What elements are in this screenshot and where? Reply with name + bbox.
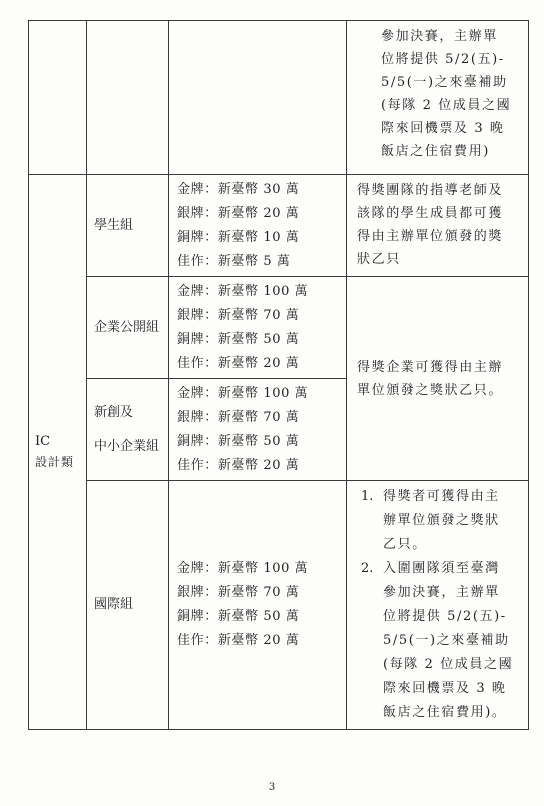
description-enterprise-startup — [347, 277, 529, 481]
description-line: 際來回機票及 3 晚 — [383, 681, 507, 696]
group-name-international — [87, 481, 169, 730]
category-name-line2: 設計類 — [35, 455, 75, 469]
table-row-continued — [29, 21, 529, 175]
description-line: 辦單位頒發之獎狀 — [383, 513, 500, 528]
prize-list-enterprise — [169, 277, 347, 379]
prize-bronze: 銅牌：新臺幣 50 萬 — [177, 331, 300, 347]
group-name-line: 企業公開組 — [94, 319, 160, 335]
note-number: 1. — [361, 489, 374, 504]
description-international — [347, 481, 529, 730]
group-name-line: 新創及 — [94, 404, 134, 420]
category-cell — [29, 175, 87, 730]
prize-silver: 銀牌：新臺幣 70 萬 — [177, 585, 300, 600]
prize-honorable: 佳作：新臺幣 20 萬 — [177, 633, 300, 648]
prize-gold: 金牌：新臺幣 100 萬 — [177, 283, 309, 299]
prize-gold: 金牌：新臺幣 100 萬 — [177, 385, 309, 401]
prize-list-student — [169, 175, 347, 277]
category-name-line1: IC — [35, 434, 51, 449]
description-line: 5/5(一)之來臺補助 — [381, 75, 508, 90]
table-row-international-group — [29, 481, 529, 730]
description-line: 得獎團隊的指導老師及 — [357, 183, 504, 198]
continued-description — [347, 21, 529, 175]
awards-table — [28, 20, 529, 730]
prize-honorable: 佳作：新臺幣 20 萬 — [177, 355, 300, 371]
description-student — [347, 175, 529, 277]
description-line: 參加決賽，主辦單 — [381, 29, 498, 44]
description-line: (每隊 2 位成員之國 — [381, 98, 512, 113]
group-name-line: 國際組 — [94, 597, 134, 612]
page-number: 3 — [268, 782, 276, 793]
description-line: 得獎者可獲得由主 — [383, 489, 500, 504]
prize-honorable: 佳作：新臺幣 20 萬 — [177, 457, 300, 473]
description-line: 入圍團隊須至臺灣 — [383, 561, 500, 576]
prize-bronze: 銅牌：新臺幣 10 萬 — [177, 229, 300, 245]
description-line: 5/5(一)之來臺補助 — [383, 633, 510, 648]
description-line: 位將提供 5/2(五)- — [383, 609, 507, 624]
prize-bronze: 銅牌：新臺幣 50 萬 — [177, 433, 300, 449]
description-line: 得獎企業可獲得由主辦 — [357, 359, 504, 375]
note-item — [357, 485, 520, 557]
prize-honorable: 佳作：新臺幣 5 萬 — [177, 253, 291, 269]
group-name-student — [87, 175, 169, 277]
prize-silver: 銀牌：新臺幣 70 萬 — [177, 409, 300, 425]
group-name-startup — [87, 379, 169, 481]
note-item — [357, 557, 520, 725]
prize-cell-empty — [169, 21, 347, 175]
prize-bronze: 銅牌：新臺幣 50 萬 — [177, 609, 300, 624]
description-line: 位將提供 5/2(五)- — [381, 52, 505, 67]
description-line: 際來回機票及 3 晚 — [381, 121, 505, 136]
description-line: 飯店之住宿費用) — [381, 144, 490, 159]
description-line: 該隊的學生成員都可獲 — [357, 206, 504, 221]
group-name-enterprise — [87, 277, 169, 379]
description-line: 得由主辦單位頒發的獎 — [357, 229, 504, 244]
prize-silver: 銀牌：新臺幣 20 萬 — [177, 205, 300, 221]
prize-gold: 金牌：新臺幣 30 萬 — [177, 181, 300, 197]
prize-list-international — [169, 481, 347, 730]
category-cell-empty — [29, 21, 87, 175]
group-name-line: 學生組 — [94, 217, 134, 233]
table-row-enterprise-group — [29, 277, 529, 379]
description-line: 乙只。 — [383, 537, 427, 552]
notes-list — [357, 485, 520, 725]
prize-gold: 金牌：新臺幣 100 萬 — [177, 561, 309, 576]
prize-silver: 銀牌：新臺幣 70 萬 — [177, 307, 300, 323]
description-line: 參加決賽，主辦單 — [383, 585, 500, 600]
description-line: 單位頒發之獎狀乙只。 — [357, 382, 504, 398]
description-line: (每隊 2 位成員之國 — [383, 657, 514, 672]
note-number: 2. — [361, 561, 374, 576]
description-line: 狀乙只 — [357, 252, 401, 267]
prize-list-startup — [169, 379, 347, 481]
group-cell-empty — [87, 21, 169, 175]
group-name-line: 中小企業組 — [94, 438, 160, 454]
table-row-student-group — [29, 175, 529, 277]
description-line: 飯店之住宿費用)。 — [383, 705, 507, 720]
